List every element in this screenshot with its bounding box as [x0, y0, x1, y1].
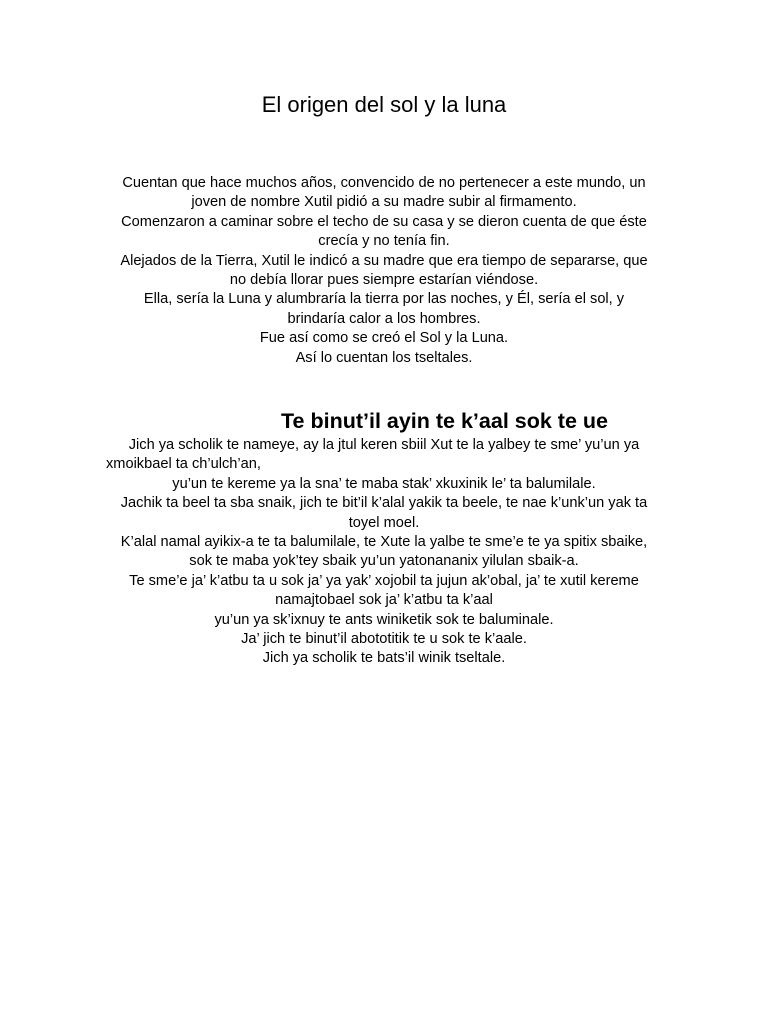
tseltal-line: namajtobael sok ja’ k’atbu ta k’aal: [275, 592, 493, 609]
spanish-line: no debía llorar pues siempre estarían viéndose.: [229, 272, 539, 289]
tseltal-line: yu’un ya sk’ixnuy te ants winiketik sok te baluminale.: [214, 611, 554, 628]
spanish-line: Comenzaron a caminar sobre el techo de su casa y se dieron cuenta de que éste: [121, 213, 647, 230]
spanish-story: [106, 174, 662, 368]
spanish-line: Así lo cuentan los tseltales.: [295, 349, 473, 366]
tseltal-line: Jachik ta beel ta sba snaik, jich te bit’il k’alal yakik ta beele, te nae k’unk’un yak ta: [120, 495, 648, 512]
spanish-line: brindaría calor a los hombres.: [287, 310, 481, 327]
tseltal-line: Te sme’e ja’ k’atbu ta u sok ja’ ya yak’ xojobil ta jujun ak’obal, ja’ te xutil kereme: [129, 572, 639, 589]
spanish-line: Ella, sería la Luna y alumbraría la tierra por las noches, y Él, sería el sol, y: [143, 291, 625, 308]
tseltal-line: Jich ya scholik te bats’il winik tseltale.: [262, 650, 506, 667]
tseltal-line: sok te maba yok’tey sbaik yu’un yatonananix yilulan sbaik-a.: [189, 553, 579, 570]
spanish-title: El origen del sol y la luna: [261, 92, 507, 117]
tseltal-line: yu’un te kereme ya la sna’ te maba stak’ xkuxinik le’ ta balumilale.: [172, 475, 596, 492]
tseltal-line: toyel moel.: [348, 514, 420, 531]
spanish-line: joven de nombre Xutil pidió a su madre subir al firmamento.: [191, 194, 577, 211]
spanish-line: Fue así como se creó el Sol y la Luna.: [259, 330, 509, 347]
tseltal-story: [106, 436, 662, 669]
tseltal-line: Ja’ jich te binut’il abototitik te u sok te k’aale.: [241, 631, 527, 648]
tseltal-title: Te binut’il ayin te k’aal sok te ue: [281, 409, 608, 433]
spanish-line: Alejados de la Tierra, Xutil le indicó a su madre que era tiempo de separarse, que: [120, 252, 648, 269]
spanish-line: crecía y no tenía fin.: [318, 233, 450, 250]
tseltal-line: K’alal namal ayikix-a te ta balumilale, te Xute la yalbe te sme’e te ya spitix sbaike,: [120, 534, 648, 551]
tseltal-line: xmoikbael ta ch’ulch’an,: [106, 456, 261, 473]
tseltal-line: Jich ya scholik te nameye, ay la jtul keren sbiil Xut te la yalbey te sme’ yu’un ya: [128, 437, 640, 453]
spanish-line: Cuentan que hace muchos años, convencido de no pertenecer a este mundo, un: [122, 175, 646, 191]
